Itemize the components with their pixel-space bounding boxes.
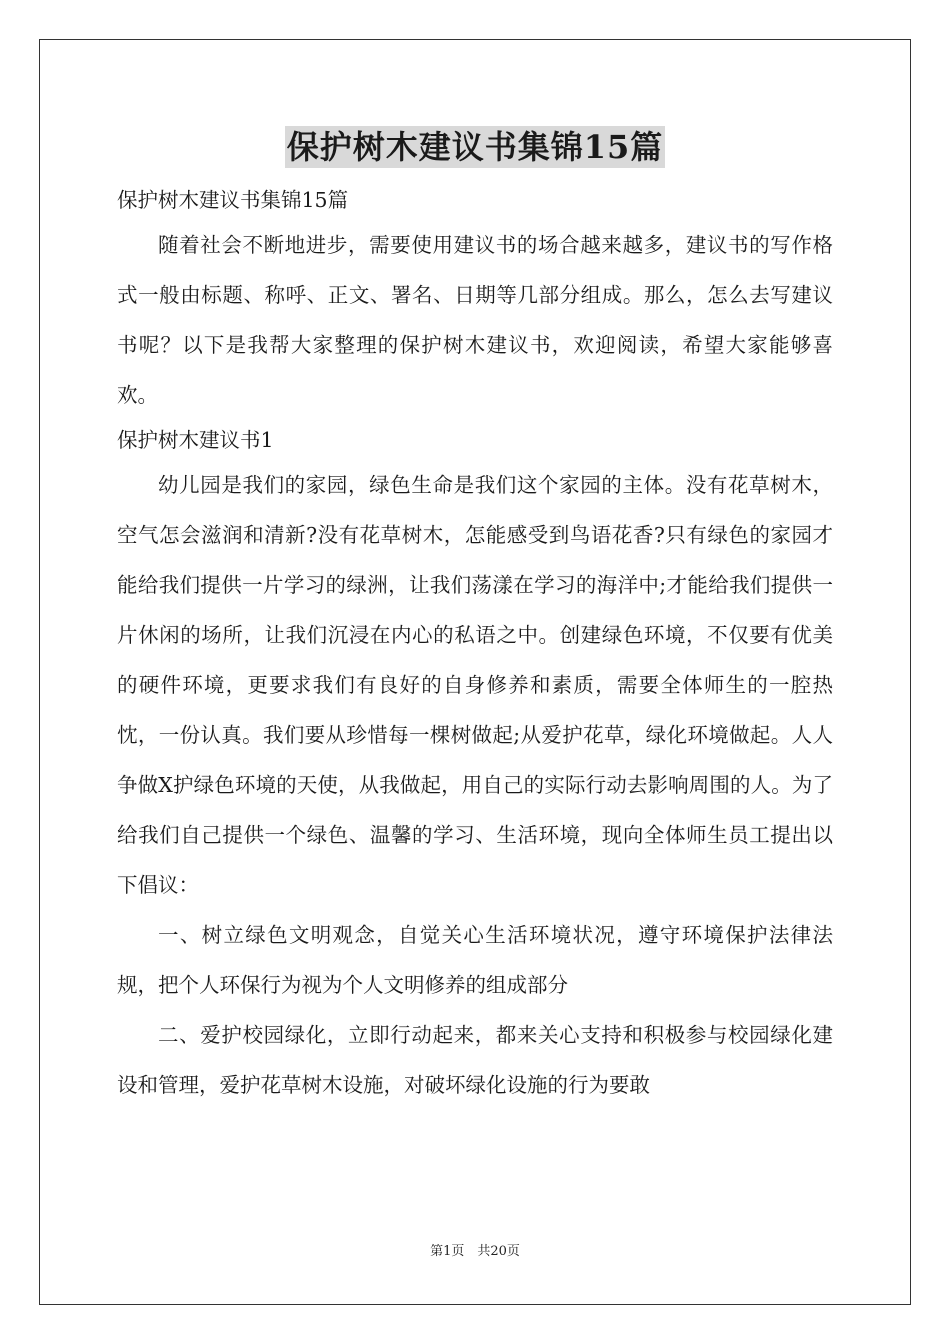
- document-body: [117, 180, 833, 1110]
- document-title: 保护树木建议书集锦15篇: [286, 128, 664, 166]
- intro-paragraph: 随着社会不断地进步，需要使用建议书的场合越来越多，建议书的写作格式一般由标题、称呼、正文、署名、日期等几部分组成。那么，怎么去写建议书呢？以下是我帮大家整理的保护树木建议书，欢迎阅读，希望大家能够喜欢。: [117, 233, 833, 407]
- title-area: [0, 126, 950, 168]
- page-number: 第1页 共20页: [430, 1244, 520, 1259]
- body-paragraph: 一、树立绿色文明观念，自觉关心生活环境状况，遵守环境保护法律法规，把个人环保行为视为个人文明修养的组成部分: [117, 923, 833, 997]
- section-heading: 保护树木建议书1: [117, 428, 274, 452]
- document-subtitle: 保护树木建议书集锦15篇: [117, 188, 349, 212]
- body-paragraph: 幼儿园是我们的家园，绿色生命是我们这个家园的主体。没有花草树木，空气怎会滋润和清新?没有花草树木，怎能感受到鸟语花香?只有绿色的家园才能给我们提供一片学习的绿洲，让我们荡漾在学习的海洋中;才能给我们提供一片休闲的场所，让我们沉浸在内心的私语之中。创建绿色环境，不仅要有优美的硬件环境，更要求我们有良好的自身修养和素质，需要全体师生的一腔热忱，一份认真。我们要从珍惜每一棵树做起;从爱护花草，绿化环境做起。人人争做X护绿色环境的天使，从我做起，用自己的实际行动去影响周围的人。为了给我们自己提供一个绿色、温馨的学习、生活环境，现向全体师生员工提出以下倡议：: [117, 473, 833, 897]
- body-paragraph: 二、爱护校园绿化，立即行动起来，都来关心支持和积极参与校园绿化建设和管理，爱护花草树木设施，对破坏绿化设施的行为要敢: [117, 1023, 833, 1097]
